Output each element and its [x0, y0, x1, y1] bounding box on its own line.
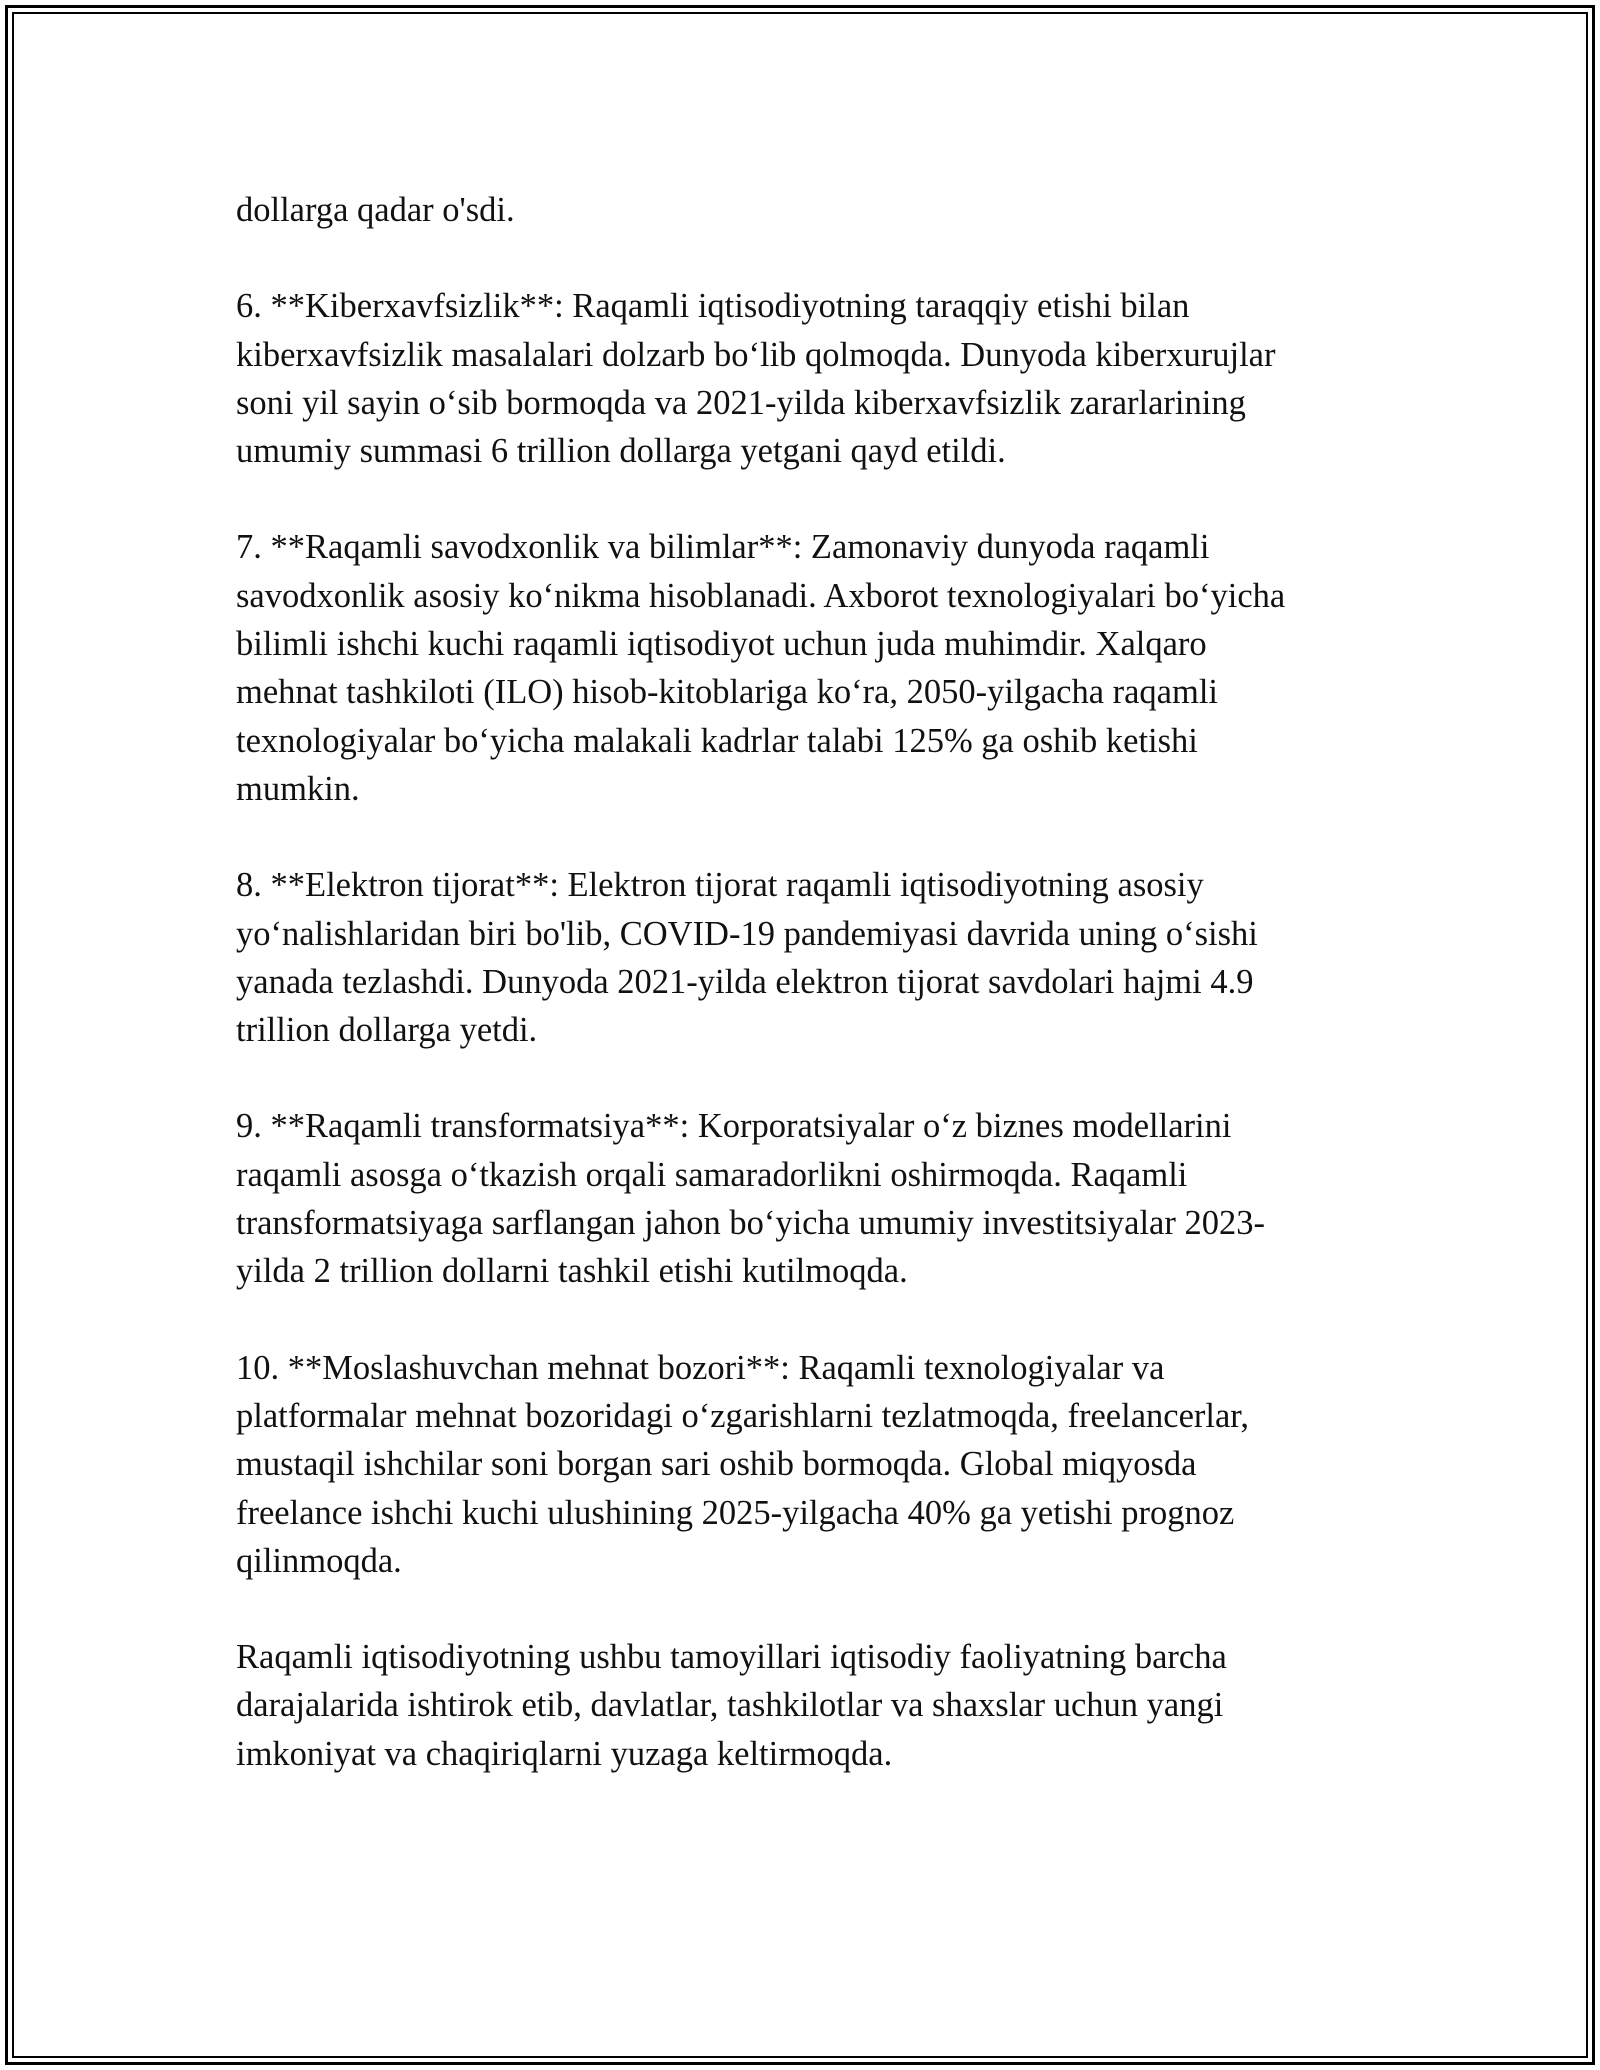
paragraph-item-6-cybersecurity: 6. **Kiberxavfsizlik**: Raqamli iqtisodiyotning taraqqiy etishi bilan kiberxavfsizlik masalalari dolzarb bo‘lib qolmoqda. Dunyoda kiberxurujlar soni yil sayin o‘sib bormoqda va 2021-yilda kiberxavfsizlik zararlarining umumiy summasi 6 trillion dollarga yetgani qayd etildi.: [236, 287, 1276, 471]
paragraph-item-8-e-commerce: 8. **Elektron tijorat**: Elektron tijorat raqamli iqtisodiyotning asosiy yo‘nalishlaridan biri bo'lib, COVID-19 pandemiyasi davrida uning o‘sishi yanada tezlashdi. Dunyoda 2021-yilda elektron tijorat savdolari hajmi 4.9 trillion dollarga yetdi.: [236, 866, 1258, 1050]
document-body: [236, 186, 1356, 1826]
paragraph-item-9-digital-transformation: 9. **Raqamli transformatsiya**: Korporatsiyalar o‘z biznes modellarini raqamli asosga o‘tkazish orqali samaradorlikni oshirmoqda. Raqamli transformatsiyaga sarflangan jahon bo‘yicha umumiy investitsiyalar 2023- yilda 2 trillion dollarni tashkil etishi kutilmoqda.: [236, 1107, 1265, 1291]
paragraph-item-7-digital-literacy: 7. **Raqamli savodxonlik va bilimlar**: Zamonaviy dunyoda raqamli savodxonlik asosiy ko‘nikma hisoblanadi. Axborot texnologiyalari bo‘yicha bilimli ishchi kuchi raqamli iqtisodiyot uchun juda muhimdir. Xalqaro mehnat tashkiloti (ILO) hisob-kitoblariga ko‘ra, 2050-yilgacha raqamli texnologiyalar bo‘yicha malakali kadrlar talabi 125% ga oshib ketishi mumkin.: [236, 528, 1286, 808]
paragraph-continuation: dollarga qadar o'sdi.: [236, 191, 515, 229]
paragraph-item-10-flexible-labor-market: 10. **Moslashuvchan mehnat bozori**: Raqamli texnologiyalar va platformalar mehnat bozoridagi o‘zgarishlarni tezlatmoqda, freelancerlar, mustaqil ishchilar soni borgan sari oshib bormoqda. Global miqyosda freelance ishchi kuchi ulushining 2025-yilgacha 40% ga yetishi prognoz qilinmoqda.: [236, 1348, 1249, 1580]
paragraph-conclusion: Raqamli iqtisodiyotning ushbu tamoyillari iqtisodiy faoliyatning barcha darajalarida ishtirok etib, davlatlar, tashkilotlar va shaxslar uchun yangi imkoniyat va chaqiriqlarni yuzaga keltirmoqda.: [236, 1638, 1227, 1773]
